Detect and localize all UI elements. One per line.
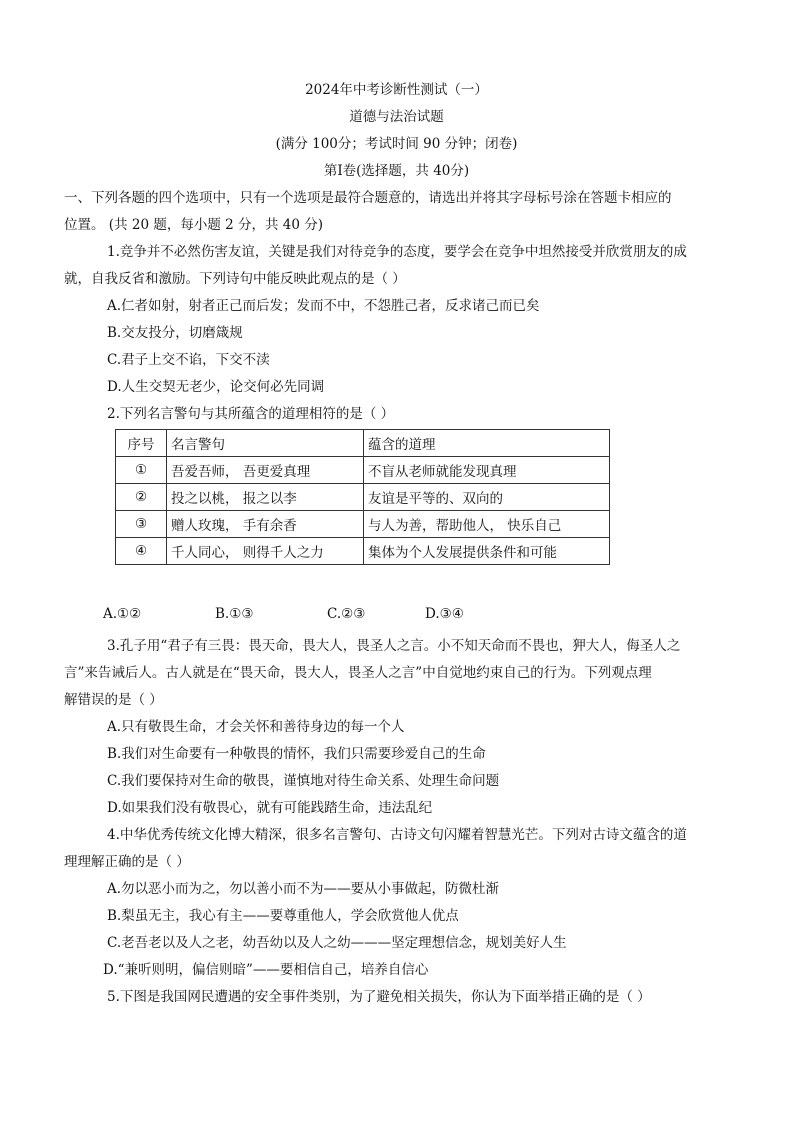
section-instruction-line1: 一、下列各题的四个选项中，只有一个选项是最符合题意的，请选出并将其字母标号涂在答题卡相应的 xyxy=(64,190,672,206)
table-cell-number: ④ xyxy=(116,538,167,565)
table-header-meaning: 蕴含的道理 xyxy=(364,430,610,457)
table-header-row xyxy=(116,430,610,457)
section-instruction-line2: 位置。 (共 20 题，每小题 2 分，共 40 分) xyxy=(64,217,324,233)
table-cell-number: ① xyxy=(116,457,167,484)
table-cell-proverb: 千人同心， 则得千人之力 xyxy=(167,538,364,565)
table-header-proverb: 名言警句 xyxy=(167,430,364,457)
table-cell-number: ③ xyxy=(116,511,167,538)
exam-title: 2024年中考诊断性测试（一） xyxy=(305,82,488,98)
question-3-option-c: C.我们要保持对生命的敬畏，谨慎地对待生命关系、处理生命问题 xyxy=(107,773,500,789)
question-2-option-b: B.①③ xyxy=(215,606,254,622)
table-cell-proverb: 投之以桃， 报之以李 xyxy=(167,484,364,511)
table-cell-number: ② xyxy=(116,484,167,511)
question-4-option-d: D.“兼听则明，偏信则暗”——要相信自己，培养自信心 xyxy=(103,962,429,978)
table-row xyxy=(116,457,610,484)
question-4-stem-line2: 理理解正确的是（ ） xyxy=(64,854,190,870)
question-1-option-d: D.人生交契无老少，论交何必先同调 xyxy=(107,379,325,395)
question-4-stem-line1: 4.中华优秀传统文化博大精深，很多名言警句、古诗文句闪耀着智慧光芒。下列对古诗文蕴含的道 xyxy=(107,827,687,843)
question-3-stem-line2: 言”来告诫后人。古人就是在“畏天命，畏大人，畏圣人之言”中自觉地约束自己的行为。下列观点理 xyxy=(64,665,652,681)
question-3-option-d: D.如果我们没有敬畏心，就有可能践踏生命，违法乱纪 xyxy=(107,800,433,816)
table-header-number: 序号 xyxy=(116,430,167,457)
question-3-option-b: B.我们对生命要有一种敬畏的情怀，我们只需要珍爱自己的生命 xyxy=(107,746,486,762)
question-2-option-d: D.③④ xyxy=(425,606,464,622)
table-cell-meaning: 与人为善，帮助他人， 快乐自己 xyxy=(364,511,610,538)
question-2-option-c: C.②③ xyxy=(327,606,366,622)
question-3-stem-line3: 解错误的是（ ） xyxy=(64,692,163,708)
exam-info: (满分 100分；考试时间 90 分钟；闭卷) xyxy=(275,136,518,152)
question-4-option-b: B.梨虽无主，我心有主——要尊重他人，学会欣赏他人优点 xyxy=(107,908,459,924)
question-3-stem-line1: 3.孔子用“君子有三畏：畏天命，畏大人，畏圣人之言。小不知天命而不畏也，狎大人，侮圣人之 xyxy=(107,638,681,654)
table-row xyxy=(116,484,610,511)
question-1-stem-line2: 就，自我反省和激励。下列诗句中能反映此观点的是（ ） xyxy=(64,271,406,287)
question-1-option-b: B.交友投分，切磨箴规 xyxy=(107,325,243,341)
question-4-option-c: C.老吾老以及人之老，幼吾幼以及人之幼———坚定理想信念，规划美好人生 xyxy=(107,935,567,951)
question-3-option-a: A.只有敬畏生命，才会关怀和善待身边的每一个人 xyxy=(107,719,405,735)
table-cell-meaning: 友谊是平等的、双向的 xyxy=(364,484,610,511)
proverbs-table xyxy=(115,429,610,565)
table-row xyxy=(116,511,610,538)
volume-heading: 第Ⅰ卷(选择题，共 40分) xyxy=(323,163,470,179)
question-2-option-a: A.①② xyxy=(103,606,142,622)
question-4-option-a: A.勿以恶小而为之，勿以善小而不为——要从小事做起，防微杜渐 xyxy=(107,881,500,897)
question-1-stem-line1: 1.竞争并不必然伤害友谊，关键是我们对待竞争的态度，要学会在竞争中坦然接受并欣赏朋友的成 xyxy=(107,244,687,260)
table-cell-meaning: 不盲从老师就能发现真理 xyxy=(364,457,610,484)
question-1-option-a: A.仁者如射，射者正己而后发；发而不中，不怨胜己者，反求诸己而已矣 xyxy=(107,298,540,314)
table-row xyxy=(116,538,610,565)
exam-subject: 道德与法治试题 xyxy=(349,109,444,125)
table-cell-proverb: 赠人玫瑰， 手有余香 xyxy=(167,511,364,538)
table-cell-meaning: 集体为个人发展提供条件和可能 xyxy=(364,538,610,565)
question-1-option-c: C.君子上交不谄，下交不渎 xyxy=(107,352,270,368)
question-5-stem: 5.下图是我国网民遭遇的安全事件类别，为了避免相关损失，你认为下面举措正确的是（ ） xyxy=(107,989,651,1005)
question-2-stem: 2.下列名言警句与其所蕴含的道理相符的是（ ） xyxy=(107,406,395,422)
table-cell-proverb: 吾爱吾师， 吾更爱真理 xyxy=(167,457,364,484)
